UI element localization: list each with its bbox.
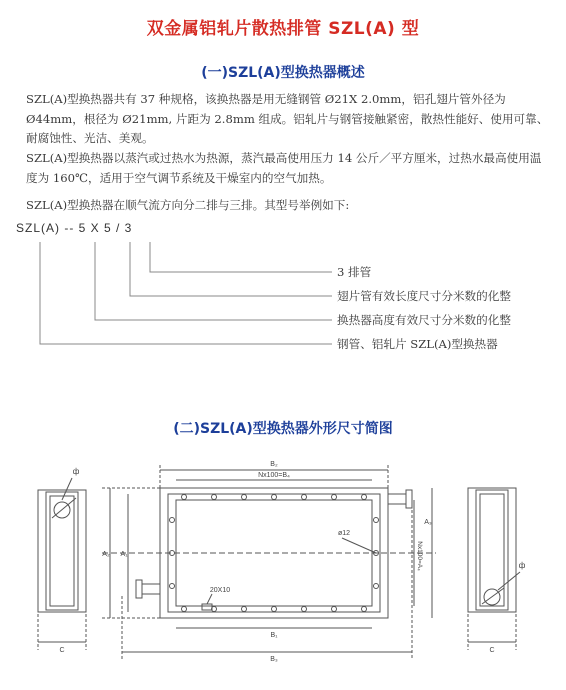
label-phi12: ø12 [337, 530, 351, 537]
paragraph-3: SZL(A)型换热器在顺气流方向分二排与三排。其型号举例如下: [26, 198, 350, 212]
right-side-view [468, 488, 520, 650]
label-nx100-b4: Nx100=B₄ [258, 472, 290, 479]
paragraph-1: SZL(A)型换热器共有 37 种规格，该换热器是用无缝钢管 Ø21X 2.0mm，铝孔翅片管外径为 Ø44mm，根径为 Ø21mm, 片距为 2.8mm 组成。铝轧片与钢管接触紧密，散热性能好、使用可靠、耐腐蚀性、光洁、美观。 [26, 92, 549, 145]
paragraph-2: SZL(A)型换热器以蒸汽或过热水为热源，蒸汽最高使用压力 14 公斤／平方厘米，过热水最高使用温度为 160℃，适用于空气调节系统及干燥室内的空气加热。 [26, 151, 542, 185]
label-c-left: C [59, 647, 65, 654]
section-2-heading: (二)SZL(A)型换热器外形尺寸简图 [173, 421, 393, 437]
page-title: 双金属铝轧片散热排管 SZL(A) 型 [146, 19, 420, 39]
left-side-view [38, 478, 86, 650]
label-nx100-a4: Nx100=A₄ [416, 541, 423, 571]
label-b3: B₃ [270, 656, 278, 663]
legend-material: 钢管、铝轧片 SZL(A)型换热器 [337, 337, 498, 351]
section-1-heading: (一)SZL(A)型换热器概述 [201, 65, 365, 81]
model-example: SZL(A) -- 5 X 5 / 3 [16, 221, 133, 235]
legend-height: 换热器高度有效尺寸分米数的化整 [337, 313, 511, 327]
label-slot: 20X10 [209, 587, 231, 594]
label-a3: A₃ [424, 519, 432, 526]
legend-fin-length: 翅片管有效长度尺寸分米数的化整 [337, 289, 511, 303]
label-phi-right: ф [518, 561, 526, 570]
label-phi-left: ф [72, 467, 80, 476]
label-a1: A₁ [120, 551, 128, 558]
label-b1: B₁ [270, 632, 278, 639]
label-a2: A₂ [102, 551, 110, 558]
front-view [102, 488, 436, 618]
label-c-right: C [489, 647, 495, 654]
label-b2: B₂ [270, 461, 278, 468]
legend-rows: 3 排管 [337, 265, 372, 279]
